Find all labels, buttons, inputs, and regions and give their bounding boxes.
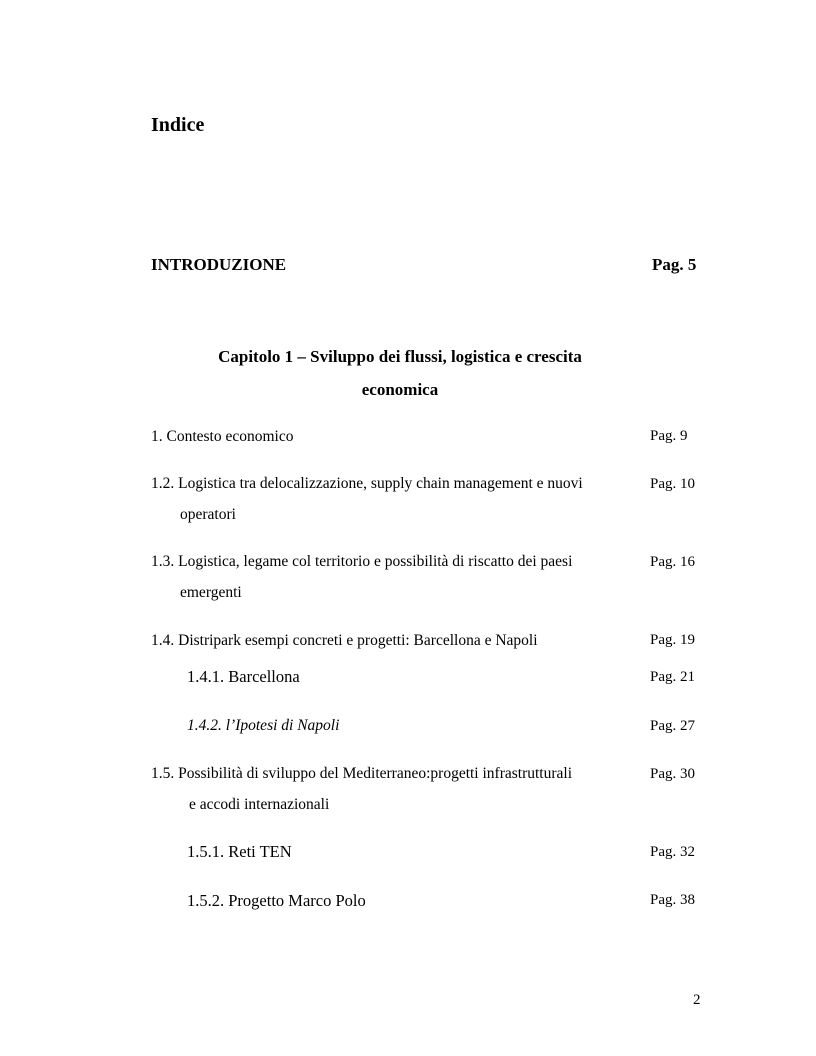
chapter-heading (150, 340, 650, 406)
toc-entry-1-4-1: 1.4.1. Barcellona (187, 667, 300, 686)
toc-entry-1-4: 1.4. Distripark esempi concreti e progetti: Barcellona e Napoli (151, 632, 538, 649)
toc-entry-1-2: 1.2. Logistica tra delocalizzazione, supply chain management e nuovi (151, 475, 583, 492)
toc-entry-1: 1. Contesto economico (151, 428, 294, 445)
toc-entry-1-3: 1.3. Logistica, legame col territorio e possibilità di riscatto dei paesi (151, 553, 573, 570)
introduction-label: INTRODUZIONE (151, 255, 287, 274)
toc-entry-1-3-continuation: emergenti (180, 584, 242, 601)
toc-entry-1-page: Pag. 9 (650, 428, 688, 444)
toc-entry-1-2-continuation: operatori (180, 506, 236, 523)
toc-entry-1-5-1-page: Pag. 32 (650, 844, 695, 860)
toc-entry-1-4-2: 1.4.2. l’Ipotesi di Napoli (187, 717, 340, 734)
toc-entry-1-2-page: Pag. 10 (650, 476, 695, 492)
toc-entry-1-4-2-page: Pag. 27 (650, 718, 695, 734)
toc-entry-1-4-page: Pag. 19 (650, 632, 695, 648)
introduction-page-ref: Pag. 5 (652, 255, 697, 274)
chapter-heading-line1: Capitolo 1 – Sviluppo dei flussi, logistica e crescita (218, 347, 582, 366)
toc-entry-1-5-1: 1.5.1. Reti TEN (187, 842, 292, 861)
toc-entry-1-5: 1.5. Possibilità di sviluppo del Mediterraneo:progetti infrastrutturali (151, 765, 573, 782)
page-number: 2 (693, 992, 701, 1008)
toc-entry-1-5-page: Pag. 30 (650, 766, 695, 782)
toc-entry-1-3-page: Pag. 16 (650, 554, 695, 570)
toc-entry-1-5-continuation: e accodi internazionali (189, 796, 330, 813)
chapter-heading-line2: economica (361, 380, 439, 399)
page-title: Indice (151, 114, 205, 136)
toc-entry-1-5-2-page: Pag. 38 (650, 892, 695, 908)
toc-entry-1-5-2: 1.5.2. Progetto Marco Polo (187, 891, 366, 910)
toc-entry-1-4-1-page: Pag. 21 (650, 669, 695, 685)
